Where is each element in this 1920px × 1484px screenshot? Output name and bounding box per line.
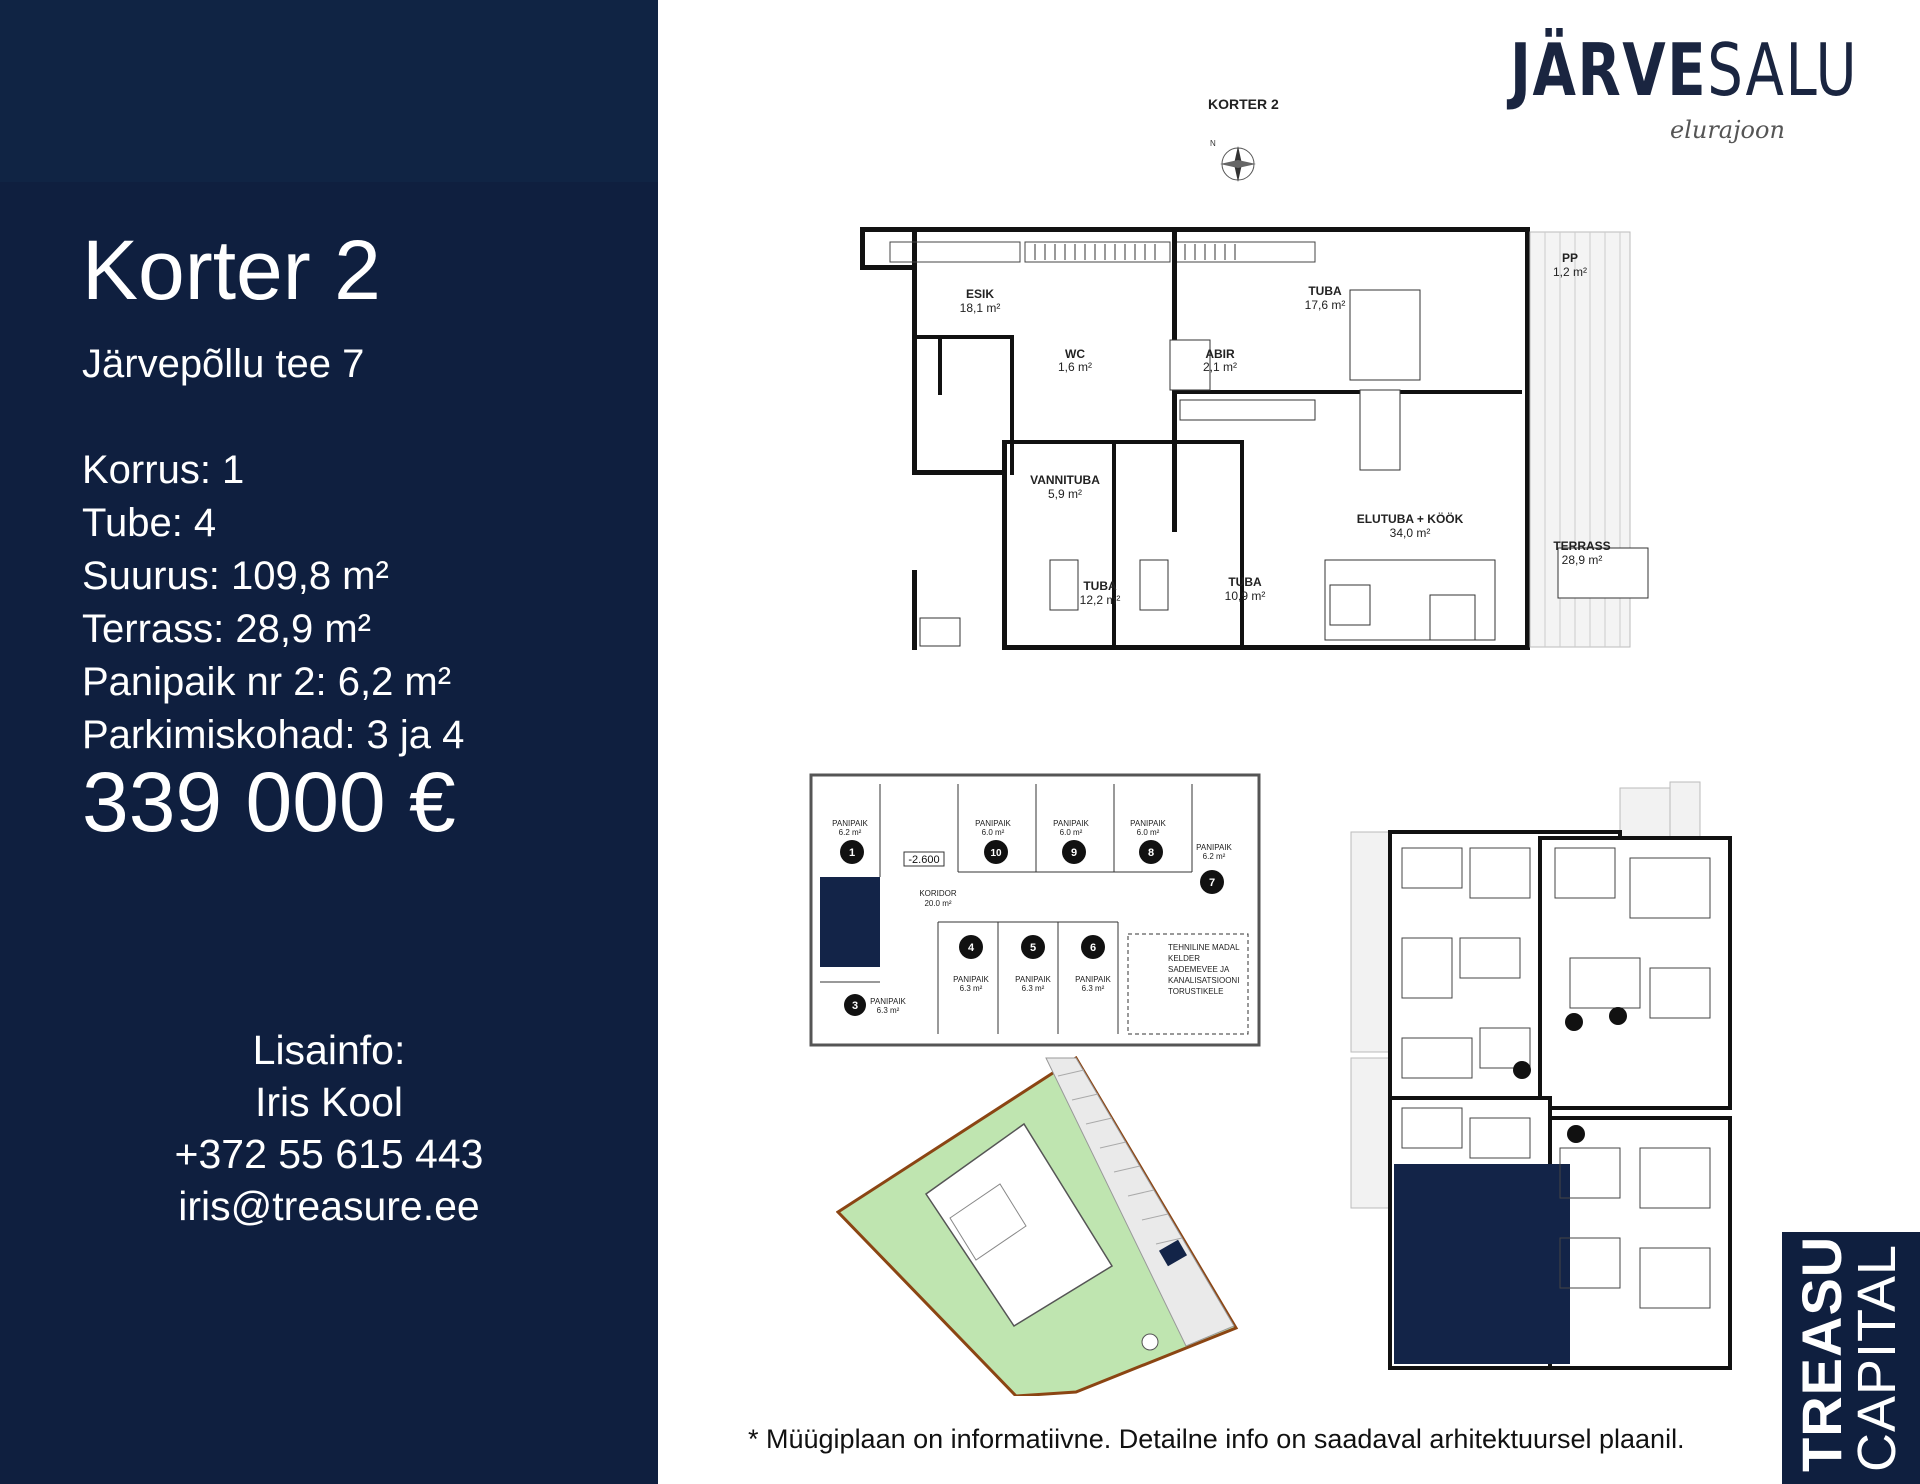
room-wc-area: 1,6 m² — [1057, 360, 1093, 374]
treasure-capital-badge — [1782, 1155, 1920, 1484]
room-vannituba-name: VANNITUBA — [1030, 473, 1100, 487]
compass-icon — [1210, 140, 1256, 182]
unit-7-name: PANIPAIK — [1196, 843, 1232, 852]
room-elutuba-area: 34,0 m² — [1389, 526, 1431, 540]
fact-size: Suurus: 109,8 m² — [82, 554, 389, 598]
overview-marker-1 — [1513, 1061, 1531, 1079]
room-pp-area: 1,2 m² — [1552, 265, 1588, 279]
site-marker-icon — [1142, 1334, 1158, 1350]
unit-6-area: 6.3 m² — [1081, 984, 1105, 993]
contact-phone[interactable]: +372 55 615 443 — [174, 1131, 484, 1177]
listing-facts — [82, 444, 464, 762]
tech-line-5: TORUSTIKELE — [1168, 987, 1224, 996]
unit-3-name: PANIPAIK — [870, 997, 906, 1006]
sidebar-top-band — [0, 0, 658, 182]
room-elutuba-name: ELUTUBA + KÖÖK — [1356, 512, 1464, 526]
contact-block — [0, 1024, 658, 1232]
room-terrass-name: TERRASS — [1553, 539, 1611, 553]
tech-line-4: KANALISATSIOONI — [1168, 976, 1240, 985]
unit-9-area: 6.0 m² — [1059, 828, 1083, 837]
fact-rooms: Tube: 4 — [82, 501, 217, 545]
svg-text:N: N — [1210, 140, 1216, 148]
tech-line-1: TEHNILINE MADAL — [1168, 943, 1240, 952]
storage-plan — [808, 772, 1262, 1048]
fact-storage: Panipaik nr 2: 6,2 m² — [82, 660, 452, 704]
unit-5-name: PANIPAIK — [1015, 975, 1051, 984]
room-tuba2-name: TUBA — [1083, 579, 1117, 593]
room-esik-name: ESIK — [965, 287, 995, 301]
unit-1-number: 1 — [848, 847, 856, 859]
room-esik-area: 18,1 m² — [959, 301, 1001, 315]
apartment-floorplan — [800, 140, 1660, 740]
room-vannituba-area: 5,9 m² — [1047, 487, 1083, 501]
room-tuba3-area: 10,9 m² — [1224, 589, 1266, 603]
unit-5-number: 5 — [1029, 942, 1037, 954]
unit-9-number: 9 — [1070, 847, 1078, 859]
unit-10-name: PANIPAIK — [975, 819, 1011, 828]
info-sidebar — [0, 0, 658, 1484]
jarvesalu-logo — [1510, 28, 1859, 154]
room-tuba1-name: TUBA — [1308, 284, 1342, 298]
unit-6-name: PANIPAIK — [1075, 975, 1111, 984]
badge-line-2: CAPITAL — [1847, 1243, 1907, 1472]
unit-4-name: PANIPAIK — [953, 975, 989, 984]
logo-tagline: elurajoon — [1670, 116, 1785, 144]
unit-1-name: PANIPAIK — [832, 819, 868, 828]
room-abir-area: 2,1 m² — [1202, 360, 1238, 374]
disclaimer-note: * Müügiplaan on informatiivne. Detailne info on saadaval arhitektuursel plaanil. — [748, 1424, 1685, 1454]
unit-8-area: 6.0 m² — [1136, 828, 1160, 837]
room-abir-name: ABIR — [1205, 347, 1235, 361]
unit-10-number: 10 — [990, 848, 1002, 859]
building-overview — [1350, 768, 1802, 1374]
logo-bold-text: JÄRVE — [1510, 28, 1708, 112]
room-tuba3-name: TUBA — [1228, 575, 1262, 589]
unit-10-area: 6.0 m² — [981, 828, 1005, 837]
unit-1-area: 6.2 m² — [838, 828, 862, 837]
corridor-name: KORIDOR — [919, 889, 957, 898]
unit-8-number: 8 — [1147, 847, 1155, 859]
room-wc-name: WC — [1065, 347, 1085, 361]
listing-address: Järvepõllu tee 7 — [82, 342, 365, 386]
overview-marker-3 — [1609, 1007, 1627, 1025]
tech-line-3: SADEMEVEE JA — [1168, 965, 1230, 974]
listing-price: 339 000 € — [82, 755, 456, 849]
fact-parking: Parkimiskohad: 3 ja 4 — [82, 713, 465, 757]
overview-marker-4 — [1567, 1125, 1585, 1143]
listing-title: Korter 2 — [82, 223, 381, 317]
room-terrass-area: 28,9 m² — [1561, 553, 1603, 567]
unit-3-area: 6.3 m² — [876, 1006, 900, 1015]
unit-7-area: 6.2 m² — [1202, 852, 1226, 861]
site-plan — [836, 1056, 1240, 1396]
unit-3-number: 3 — [851, 1000, 859, 1012]
badge-line-1: TREASURE — [1790, 1155, 1853, 1472]
unit-8-name: PANIPAIK — [1130, 819, 1166, 828]
unit-5-area: 6.3 m² — [1021, 984, 1045, 993]
unit-7-number: 7 — [1208, 877, 1216, 889]
unit-6-number: 6 — [1089, 942, 1097, 954]
overview-marker-2 — [1565, 1013, 1583, 1031]
corridor-area: 20.0 m² — [924, 899, 952, 908]
room-tuba1-area: 17,6 m² — [1304, 298, 1346, 312]
contact-heading: Lisainfo: — [252, 1027, 406, 1073]
room-tuba2-area: 12,2 m² — [1079, 593, 1121, 607]
contact-email[interactable]: iris@treasure.ee — [178, 1183, 480, 1229]
unit-4-number: 4 — [967, 942, 975, 954]
logo-light-text: SALU — [1707, 28, 1859, 112]
tech-line-2: KELDER — [1168, 954, 1201, 963]
room-pp-name: PP — [1561, 251, 1579, 265]
fact-terrace: Terrass: 28,9 m² — [82, 607, 371, 651]
unit-4-area: 6.3 m² — [959, 984, 983, 993]
contact-name: Iris Kool — [254, 1079, 404, 1125]
storage-level: -2.600 — [908, 854, 940, 866]
floorplan-label: KORTER 2 — [1208, 96, 1279, 112]
fact-floor: Korrus: 1 — [82, 448, 245, 492]
unit-9-name: PANIPAIK — [1053, 819, 1089, 828]
